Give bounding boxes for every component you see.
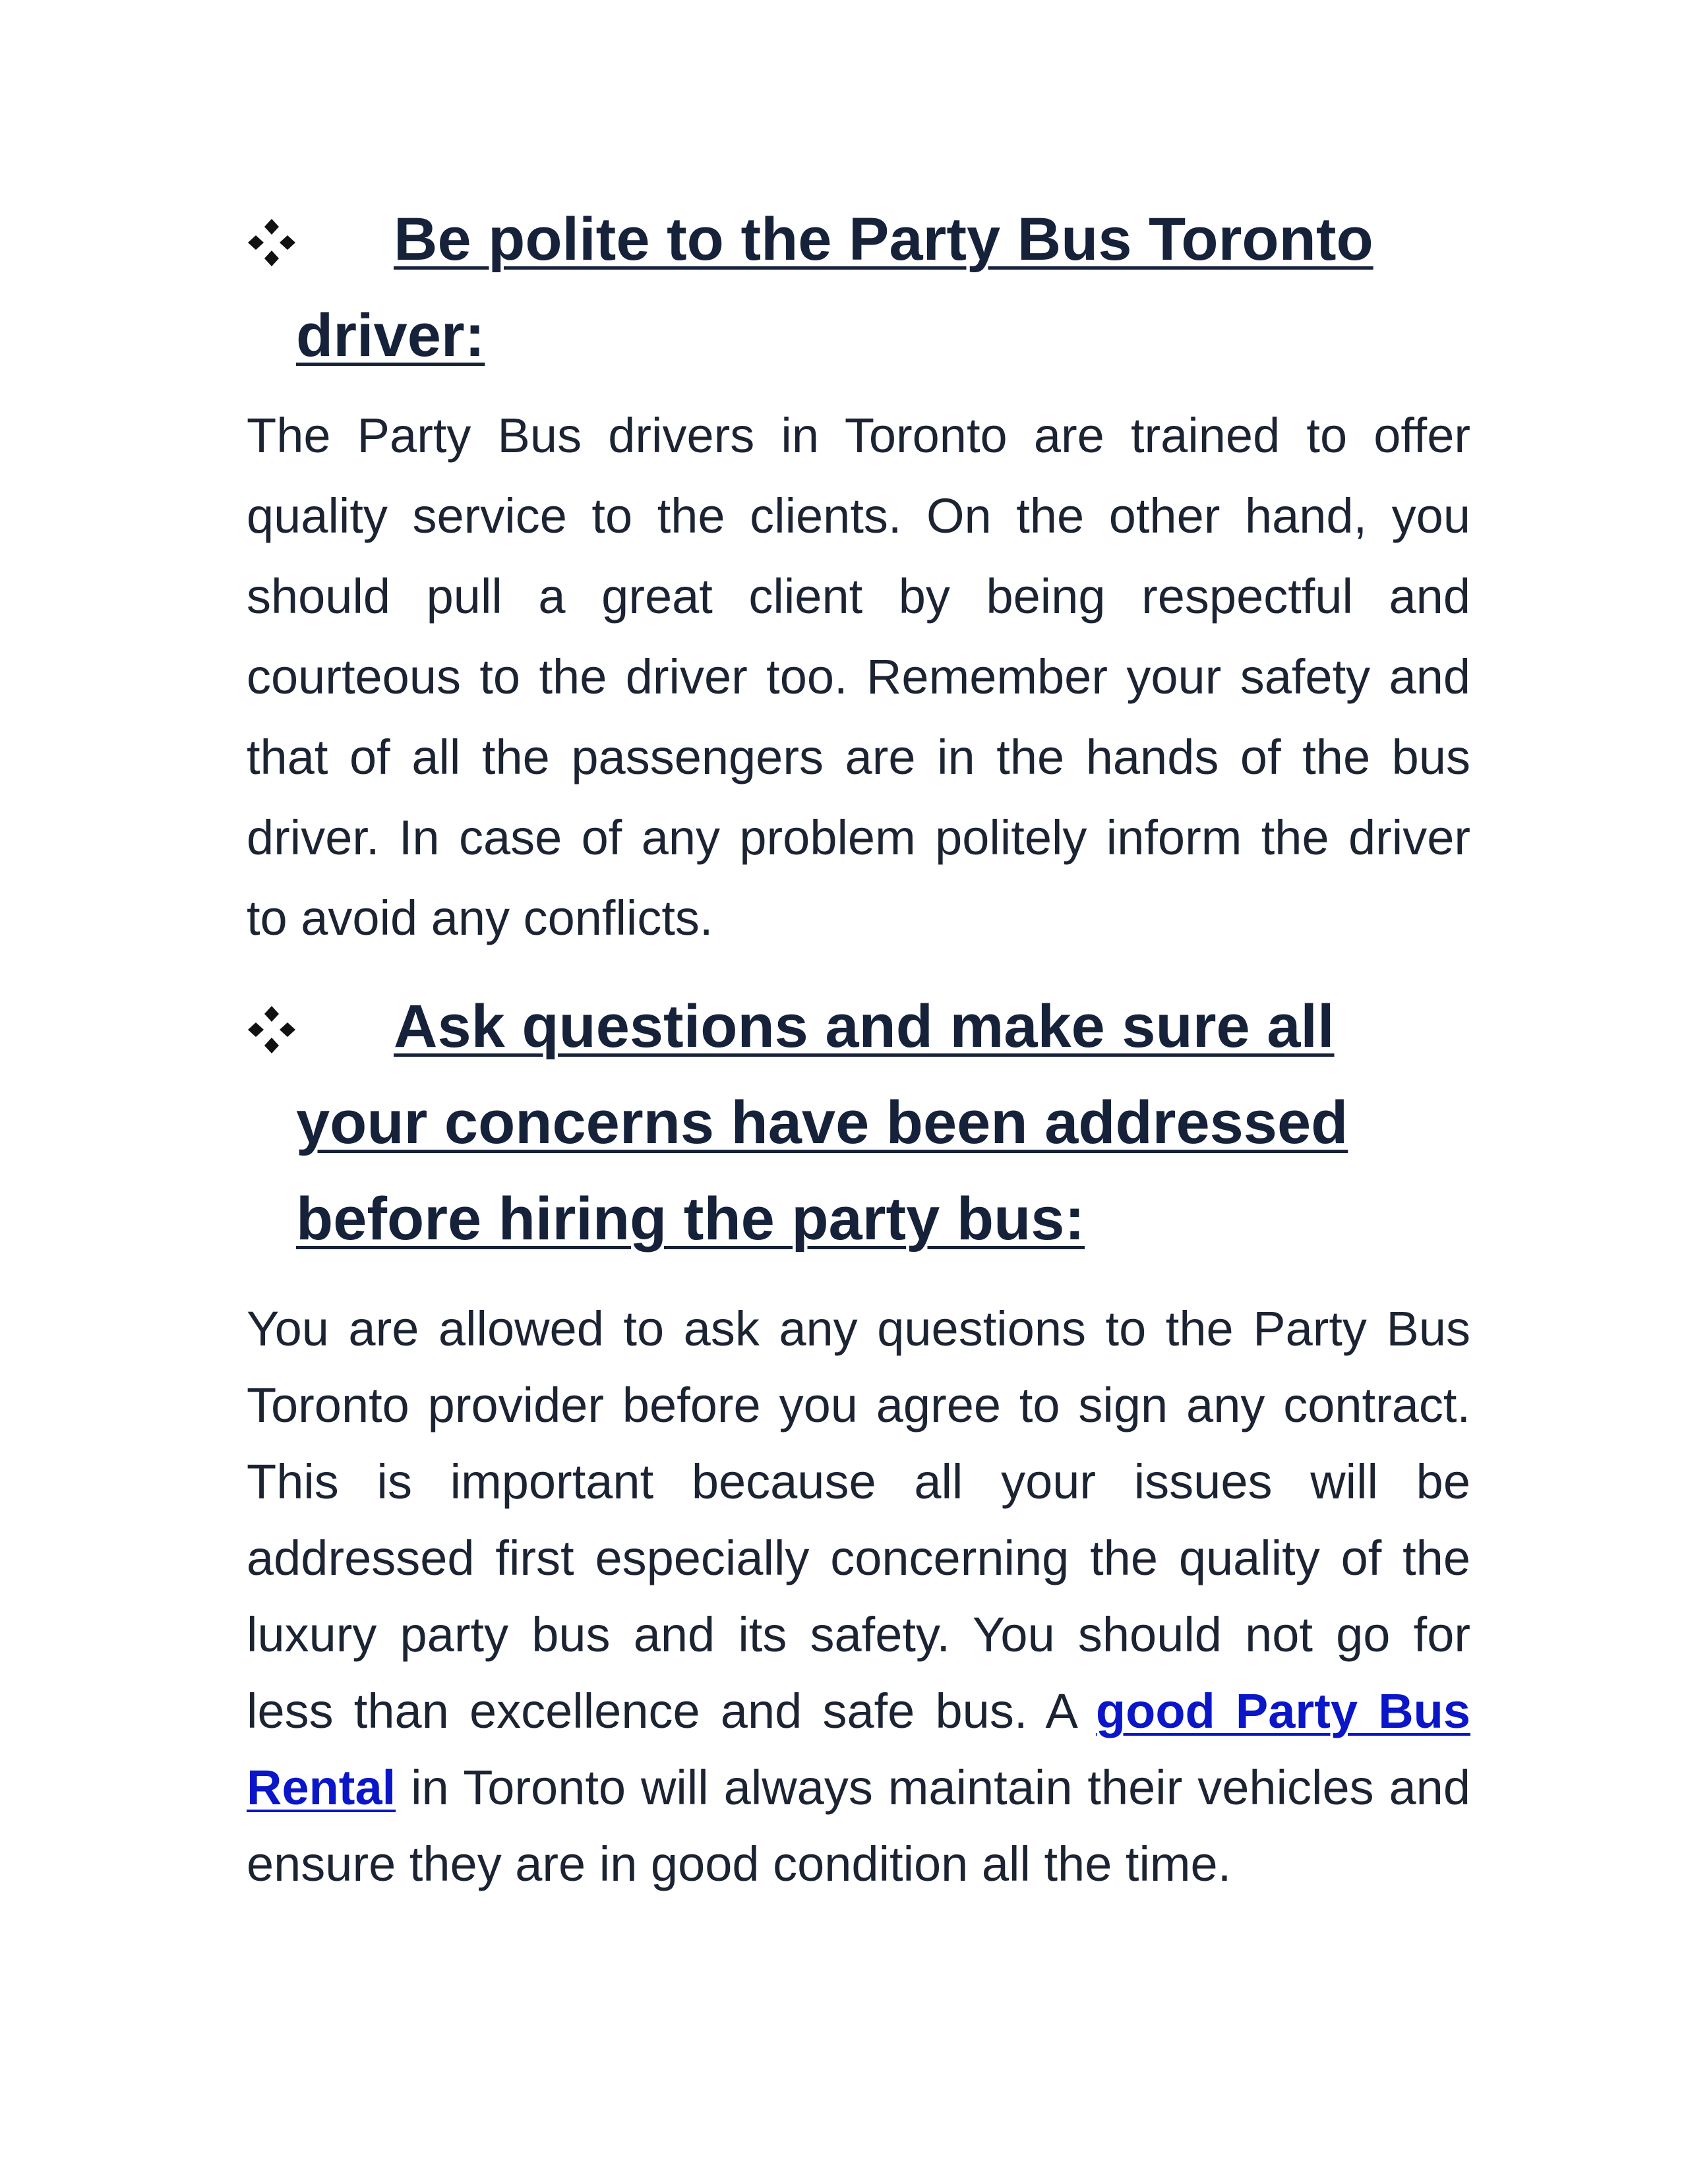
section-heading-text: Ask questions and make sure all your concerns have been addressed before hiring the party bus: bbox=[296, 993, 1348, 1253]
section-heading bbox=[247, 191, 1470, 384]
four-diamond-bullet-icon bbox=[247, 1005, 297, 1055]
section-paragraph bbox=[247, 1291, 1470, 1903]
section-heading-text: Be polite to the Party Bus Toronto driver: bbox=[296, 206, 1373, 369]
four-diamond-bullet-icon bbox=[247, 218, 297, 268]
document-page bbox=[247, 191, 1470, 1903]
party-bus-rental-link[interactable]: good Party Bus Rental bbox=[247, 1684, 1470, 1815]
section-paragraph: The Party Bus drivers in Toronto are trained to offer quality service to the clients. On the other hand, you should pull a great client by being respectful and courteous to the driver too. Remember your safety and that of all the passengers are in the hands of the bus driver. In case of any problem politely inform the driver to avoid any conflicts. bbox=[247, 408, 1470, 945]
section-heading bbox=[247, 978, 1470, 1267]
paragraph-text: You are allowed to ask any questions to the Party Bus Toronto provider before you agree to sign any contract. This is important because all your issues will be addressed first especially concerning the quality of the luxury party bus and its safety. You should not go for less than excellence and safe bus. A bbox=[247, 1301, 1470, 1738]
paragraph-text: in Toronto will always maintain their vehicles and ensure they are in good condition all the time. bbox=[247, 1760, 1470, 1891]
